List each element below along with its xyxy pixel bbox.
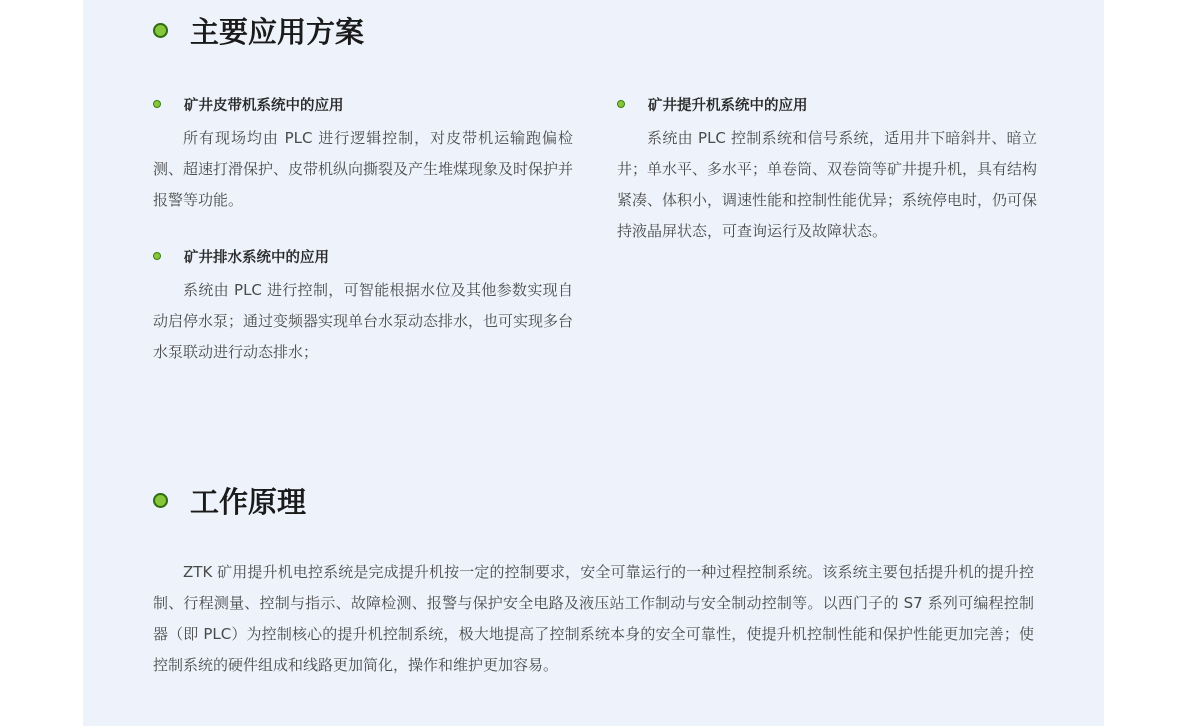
sub-bullet-icon — [153, 100, 161, 108]
application-item-title-text: 矿井皮带机系统中的应用 — [184, 97, 344, 114]
section-bullet-icon — [153, 23, 168, 38]
section-bullet-icon — [153, 493, 168, 508]
application-item-title — [153, 246, 573, 266]
application-item-text: 系统由 PLC 控制系统和信号系统，适用井下暗斜井、暗立井；单水平、多水平；单卷筒、双卷筒等矿井提升机，具有结构紧凑、体积小，调速性能和控制性能优异；系统停电时，仍可保持液晶屏状态，可查询运行及故障状态。 — [617, 129, 1038, 240]
section-title-text: 主要应用方案 — [190, 15, 365, 49]
sub-bullet-icon — [153, 252, 161, 260]
application-item-title — [617, 94, 1037, 114]
principle-text-block — [153, 557, 1034, 681]
section-title-text: 工作原理 — [190, 485, 307, 519]
application-item-title — [153, 94, 573, 114]
application-item-text: 所有现场均由 PLC 进行逻辑控制，对皮带机运输跑偏检测、超速打滑保护、皮带机纵向撕裂及产生堆煤现象及时保护并报警等功能。 — [153, 129, 574, 209]
application-item-hoist — [617, 94, 1037, 247]
application-item-title-text: 矿井提升机系统中的应用 — [648, 97, 808, 114]
application-item-text: 系统由 PLC 进行控制，可智能根据水位及其他参数实现自动启停水泵；通过变频器实现单台水泵动态排水，也可实现多台水泵联动进行动态排水； — [153, 281, 574, 361]
sub-bullet-icon — [617, 100, 625, 108]
application-item-title-text: 矿井排水系统中的应用 — [184, 249, 329, 266]
application-item-belt — [153, 94, 573, 216]
principle-text: ZTK 矿用提升机电控系统是完成提升机按一定的控制要求，安全可靠运行的一种过程控制系统。该系统主要包括提升机的提升控制、行程测量、控制与指示、故障检测、报警与保护安全电路及液压站工作制动与安全制动控制等。以西门子的 S7 系列可编程控制器（即 PLC）为控制核心的提升机控制系统，极大地提高了控制系统本身的安全可靠性，使提升机控制性能和保护性能更加完善；使控制系统的硬件组成和线路更加简化，操作和维护更加容易。 — [153, 563, 1034, 674]
application-item-drainage — [153, 246, 573, 368]
section-title-principle — [153, 480, 306, 521]
section-title-applications — [153, 10, 364, 51]
